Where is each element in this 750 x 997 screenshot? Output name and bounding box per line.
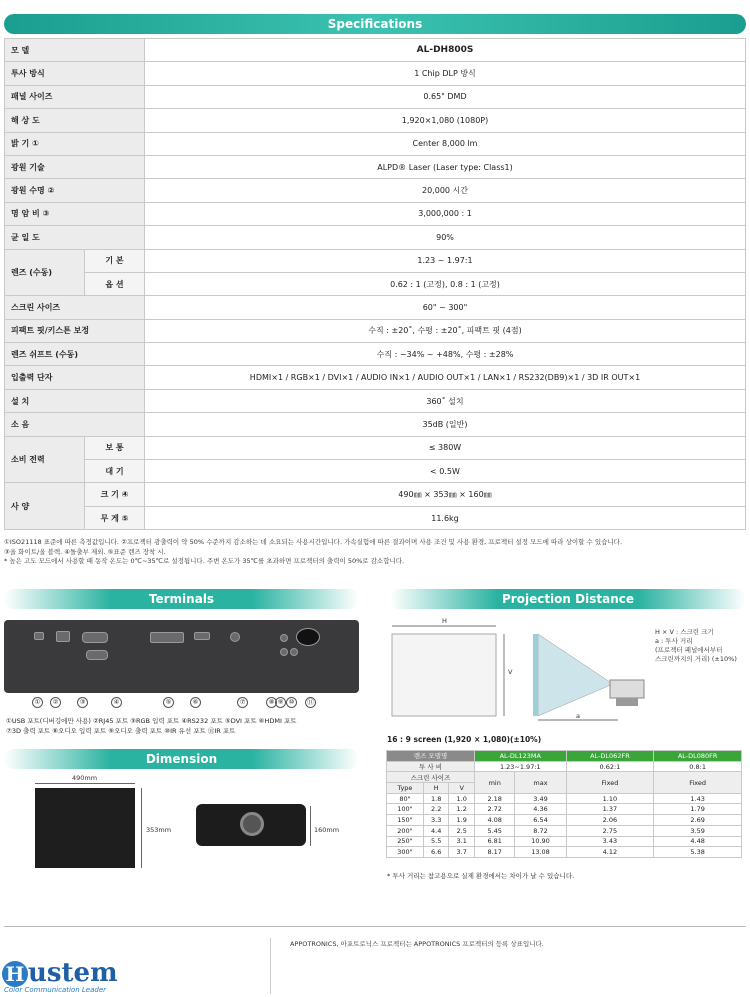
spec-label: 모 델	[5, 39, 145, 62]
spec-label: 소 음	[5, 413, 145, 436]
table-cell: 3.49	[515, 793, 566, 804]
spec-sub-label: 옵 션	[85, 272, 145, 295]
spec-label: 사 양	[5, 483, 85, 530]
spec-value: 1,920×1,080 (1080P)	[145, 109, 746, 132]
terminal-number: ⑥	[190, 697, 201, 708]
audio-out-port	[280, 648, 288, 656]
spec-value: < 0.5W	[145, 460, 746, 483]
ratio-cell: 1.23~1.97:1	[475, 761, 567, 772]
spec-label: 광원 기술	[5, 155, 145, 178]
spec-sub-label: 크 기 ④	[85, 483, 145, 506]
spec-label: 투사 방식	[5, 62, 145, 85]
table-cell: 5.45	[475, 825, 515, 836]
spec-label: 피팩트 핏/키스톤 보정	[5, 319, 145, 342]
logo-tagline: Color Communication Leader	[4, 986, 107, 994]
table-row	[387, 825, 742, 836]
table-row	[387, 815, 742, 826]
spec-value: 60" ~ 300"	[145, 296, 746, 319]
dimension-depth-label: 353mm	[146, 826, 172, 834]
terminal-number: ⑧	[266, 697, 277, 708]
spec-row	[5, 483, 746, 506]
diagram-v-label: V	[508, 668, 513, 676]
rj45-port	[56, 631, 70, 642]
specifications-banner: Specifications	[4, 14, 746, 34]
terminal-number: ⑩	[286, 697, 297, 708]
spec-row	[5, 436, 746, 459]
projection-table-title: 16 : 9 screen (1,920 × 1,080)(±10%)	[387, 735, 542, 744]
dimension-width-line	[35, 783, 135, 784]
table-cell: 4.08	[475, 815, 515, 826]
h-header: H	[423, 783, 449, 794]
spec-row	[5, 506, 746, 529]
table-cell: 4.48	[654, 836, 742, 847]
legend-distance-note-1: (프로젝터 패널에서부터	[655, 646, 723, 654]
table-cell: 1.43	[654, 793, 742, 804]
spec-label: 광원 수명 ②	[5, 179, 145, 202]
spec-value: 수직 : ±20˚, 수평 : ±20˚, 피팩트 핏 (4점)	[145, 319, 746, 342]
spec-value: AL-DH800S	[145, 39, 746, 62]
spec-value: 20,000 시간	[145, 179, 746, 202]
terminals-banner: Terminals	[4, 589, 359, 609]
fixed-header: Fixed	[566, 772, 654, 793]
rgb-port	[82, 632, 108, 643]
legend-distance-note-2: 스크린까지의 거리) (±10%)	[655, 655, 737, 663]
table-cell: 3.43	[566, 836, 654, 847]
spec-row	[5, 39, 746, 62]
table-cell: 2.06	[566, 815, 654, 826]
terminals-caption-line-2: ⑦3D 출력 포트 ⑧오디오 입력 포트 ⑨오디오 출력 포트 ⑩IR 유선 포트 ⑪IR 포트	[6, 727, 236, 735]
spec-row	[5, 109, 746, 132]
spec-label: 스크린 사이즈	[5, 296, 145, 319]
spec-value: 3,000,000 : 1	[145, 202, 746, 225]
lens-icon	[240, 812, 264, 836]
spec-value: 1.23 ~ 1.97:1	[145, 249, 746, 272]
terminal-number: ①	[32, 697, 43, 708]
projection-legend	[655, 628, 737, 664]
spec-row	[5, 413, 746, 436]
ratio-cell: 0.62:1	[566, 761, 654, 772]
audio-in-port	[280, 634, 288, 642]
spec-value: Center 8,000 lm	[145, 132, 746, 155]
note-1: ①ISO21118 표준에 따른 측정값입니다. ②프로젝터 광출력이 약 50% 수준까지 감소하는 데 소요되는 사용시간입니다. 가속실험에 따른 결과이며 사용 조건 및 사용 환경, 프로젝터 설정 모드에 따라 상이할 수 있습니다.	[4, 538, 623, 546]
spec-label: 해 상 도	[5, 109, 145, 132]
terminal-number: ⑤	[163, 697, 174, 708]
usb-port	[34, 632, 44, 640]
hdmi-port	[194, 632, 210, 640]
terminal-numbers	[4, 697, 364, 709]
terminal-number: ⑨	[275, 697, 286, 708]
dimension-banner: Dimension	[4, 749, 359, 769]
table-cell: 2.69	[654, 815, 742, 826]
projection-banner: Projection Distance	[390, 589, 746, 609]
dimension-height-line	[310, 806, 311, 846]
table-cell: 3.1	[449, 836, 475, 847]
table-cell: 1.9	[449, 815, 475, 826]
col-model-header: 렌즈 모델명	[387, 751, 475, 762]
spec-row	[5, 155, 746, 178]
table-cell: 4.4	[423, 825, 449, 836]
model-header: AL-DL123MA	[475, 751, 567, 762]
table-cell: 2.18	[475, 793, 515, 804]
spec-value: ≤ 380W	[145, 436, 746, 459]
diagram-h-label: H	[442, 617, 447, 625]
table-cell: 200"	[387, 825, 424, 836]
col-ratio-header: 투 사 비	[387, 761, 475, 772]
spec-value: 35dB (일반)	[145, 413, 746, 436]
dimension-depth-line	[141, 788, 142, 868]
spec-value: 490㎜ × 353㎜ × 160㎜	[145, 483, 746, 506]
table-cell: 2.72	[475, 804, 515, 815]
max-header: max	[515, 772, 566, 793]
table-row	[387, 836, 742, 847]
spec-row	[5, 179, 746, 202]
table-cell: 1.10	[566, 793, 654, 804]
rs232-port	[86, 650, 108, 660]
table-cell: 13.08	[515, 847, 566, 858]
table-cell: 5.5	[423, 836, 449, 847]
spec-row	[5, 272, 746, 295]
spec-label: 렌즈 (수동)	[5, 249, 85, 296]
spec-sub-label: 대 기	[85, 460, 145, 483]
spec-label: 밝 기 ①	[5, 132, 145, 155]
table-cell: 2.5	[449, 825, 475, 836]
spec-value: 0.62 : 1 (고정), 0.8 : 1 (고정)	[145, 272, 746, 295]
projector-front-view	[196, 804, 306, 846]
spec-sub-label: 보 통	[85, 436, 145, 459]
spec-value: ALPD® Laser (Laser type: Class1)	[145, 155, 746, 178]
spec-value: 90%	[145, 226, 746, 249]
footer-divider	[4, 926, 746, 927]
table-cell: 150"	[387, 815, 424, 826]
terminal-number: ③	[77, 697, 88, 708]
table-cell: 80"	[387, 793, 424, 804]
spec-label: 설 치	[5, 389, 145, 412]
spec-row	[5, 319, 746, 342]
terminal-number: ⑪	[305, 697, 316, 708]
diagram-a-label: a	[576, 712, 580, 720]
spec-label: 렌즈 쉬프트 (수동)	[5, 343, 145, 366]
fixed-header: Fixed	[654, 772, 742, 793]
spec-row	[5, 132, 746, 155]
table-cell: 8.17	[475, 847, 515, 858]
table-cell: 6.81	[475, 836, 515, 847]
legend-throw-distance: a : 투사 거리	[655, 637, 693, 645]
table-cell: 300"	[387, 847, 424, 858]
table-cell: 2.2	[423, 804, 449, 815]
hustem-logo	[2, 958, 118, 988]
spec-label: 패널 사이즈	[5, 85, 145, 108]
table-cell: 100"	[387, 804, 424, 815]
table-cell: 6.6	[423, 847, 449, 858]
table-cell: 5.38	[654, 847, 742, 858]
projector-top-view	[35, 788, 135, 868]
specifications-table	[4, 38, 746, 530]
spec-row	[5, 226, 746, 249]
spec-label: 명 암 비 ③	[5, 202, 145, 225]
spec-row	[5, 460, 746, 483]
spec-row	[5, 366, 746, 389]
logo-text: ustem	[28, 958, 118, 988]
dimension-width-label: 490mm	[72, 774, 98, 782]
spec-row	[5, 249, 746, 272]
table-cell: 6.54	[515, 815, 566, 826]
dimension-height-label: 160mm	[314, 826, 340, 834]
table-cell: 2.75	[566, 825, 654, 836]
note-2: ③올 화이트/올 블랙. ④돌출부 제외. ⑤표준 렌즈 장착 시.	[4, 547, 166, 556]
ratio-cell: 0.8:1	[654, 761, 742, 772]
spec-row	[5, 62, 746, 85]
table-cell: 1.8	[423, 793, 449, 804]
table-cell: 1.37	[566, 804, 654, 815]
dvi-port	[150, 632, 184, 643]
spec-value: 11.6kg	[145, 506, 746, 529]
spec-value: 1 Chip DLP 방식	[145, 62, 746, 85]
terminals-caption	[6, 716, 297, 736]
projection-note: * 투사 거리는 참고용으로 실제 환경에서는 차이가 날 수 있습니다.	[387, 872, 575, 880]
spec-value: 360˚ 설치	[145, 389, 746, 412]
table-cell: 3.59	[654, 825, 742, 836]
spec-label: 입출력 단자	[5, 366, 145, 389]
spec-value: 0.65" DMD	[145, 85, 746, 108]
terminal-number: ⑦	[237, 697, 248, 708]
col-size-header: 스크린 사이즈	[387, 772, 475, 783]
spec-row	[5, 389, 746, 412]
projection-diagram	[388, 612, 658, 727]
type-header: Type	[387, 783, 424, 794]
spec-row	[5, 85, 746, 108]
table-row	[387, 804, 742, 815]
projector-rear-panel	[4, 620, 359, 693]
ir-port	[296, 628, 320, 646]
3d-out-port	[230, 632, 240, 642]
table-cell: 4.12	[566, 847, 654, 858]
table-cell: 8.72	[515, 825, 566, 836]
projection-table	[386, 750, 742, 858]
footer-vertical-divider	[270, 938, 271, 994]
spec-row	[5, 343, 746, 366]
legend-screen-size: H × V : 스크린 크기	[655, 628, 714, 636]
ir-wired-port	[290, 648, 298, 656]
spec-sub-label: 무 게 ⑤	[85, 506, 145, 529]
spec-value: HDMI×1 / RGB×1 / DVI×1 / AUDIO IN×1 / AUDIO OUT×1 / LAN×1 / RS232(DB9)×1 / 3D IR OUT×1	[145, 366, 746, 389]
min-header: min	[475, 772, 515, 793]
terminal-number: ④	[111, 697, 122, 708]
table-cell: 3.7	[449, 847, 475, 858]
spec-notes	[4, 538, 622, 567]
footer-trademark-text: APPOTRONICS, 아포트로닉스 프로젝터는 APPOTRONICS 프로젝터의 등록 상표입니다.	[290, 940, 544, 948]
spec-row	[5, 296, 746, 319]
terminal-number: ②	[50, 697, 61, 708]
table-cell: 1.79	[654, 804, 742, 815]
spec-row	[5, 202, 746, 225]
spec-sub-label: 기 본	[85, 249, 145, 272]
terminals-caption-line-1: ①USB 포트(디버깅에만 사용) ②RJ45 포트 ③RGB 입력 포트 ④RS232 포트 ⑤DVI 포트 ⑥HDMI 포트	[6, 717, 297, 725]
table-cell: 1.0	[449, 793, 475, 804]
logo-h-icon: H	[2, 961, 28, 987]
table-row	[387, 847, 742, 858]
spec-label: 균 일 도	[5, 226, 145, 249]
table-row	[387, 793, 742, 804]
model-header: AL-DL062FR	[566, 751, 654, 762]
spec-label: 소비 전력	[5, 436, 85, 483]
table-cell: 3.3	[423, 815, 449, 826]
model-header: AL-DL080FR	[654, 751, 742, 762]
table-cell: 10.90	[515, 836, 566, 847]
table-cell: 4.36	[515, 804, 566, 815]
table-cell: 250"	[387, 836, 424, 847]
v-header: V	[449, 783, 475, 794]
note-3: * 높은 고도 모드에서 사용할 때 동작 온도는 0℃~35℃로 설정됩니다. 주변 온도가 35℃를 초과하면 프로젝터의 출력이 50%로 감소합니다.	[4, 557, 405, 565]
spec-value: 수직 : −34% ~ +48%, 수평 : ±28%	[145, 343, 746, 366]
table-cell: 1.2	[449, 804, 475, 815]
